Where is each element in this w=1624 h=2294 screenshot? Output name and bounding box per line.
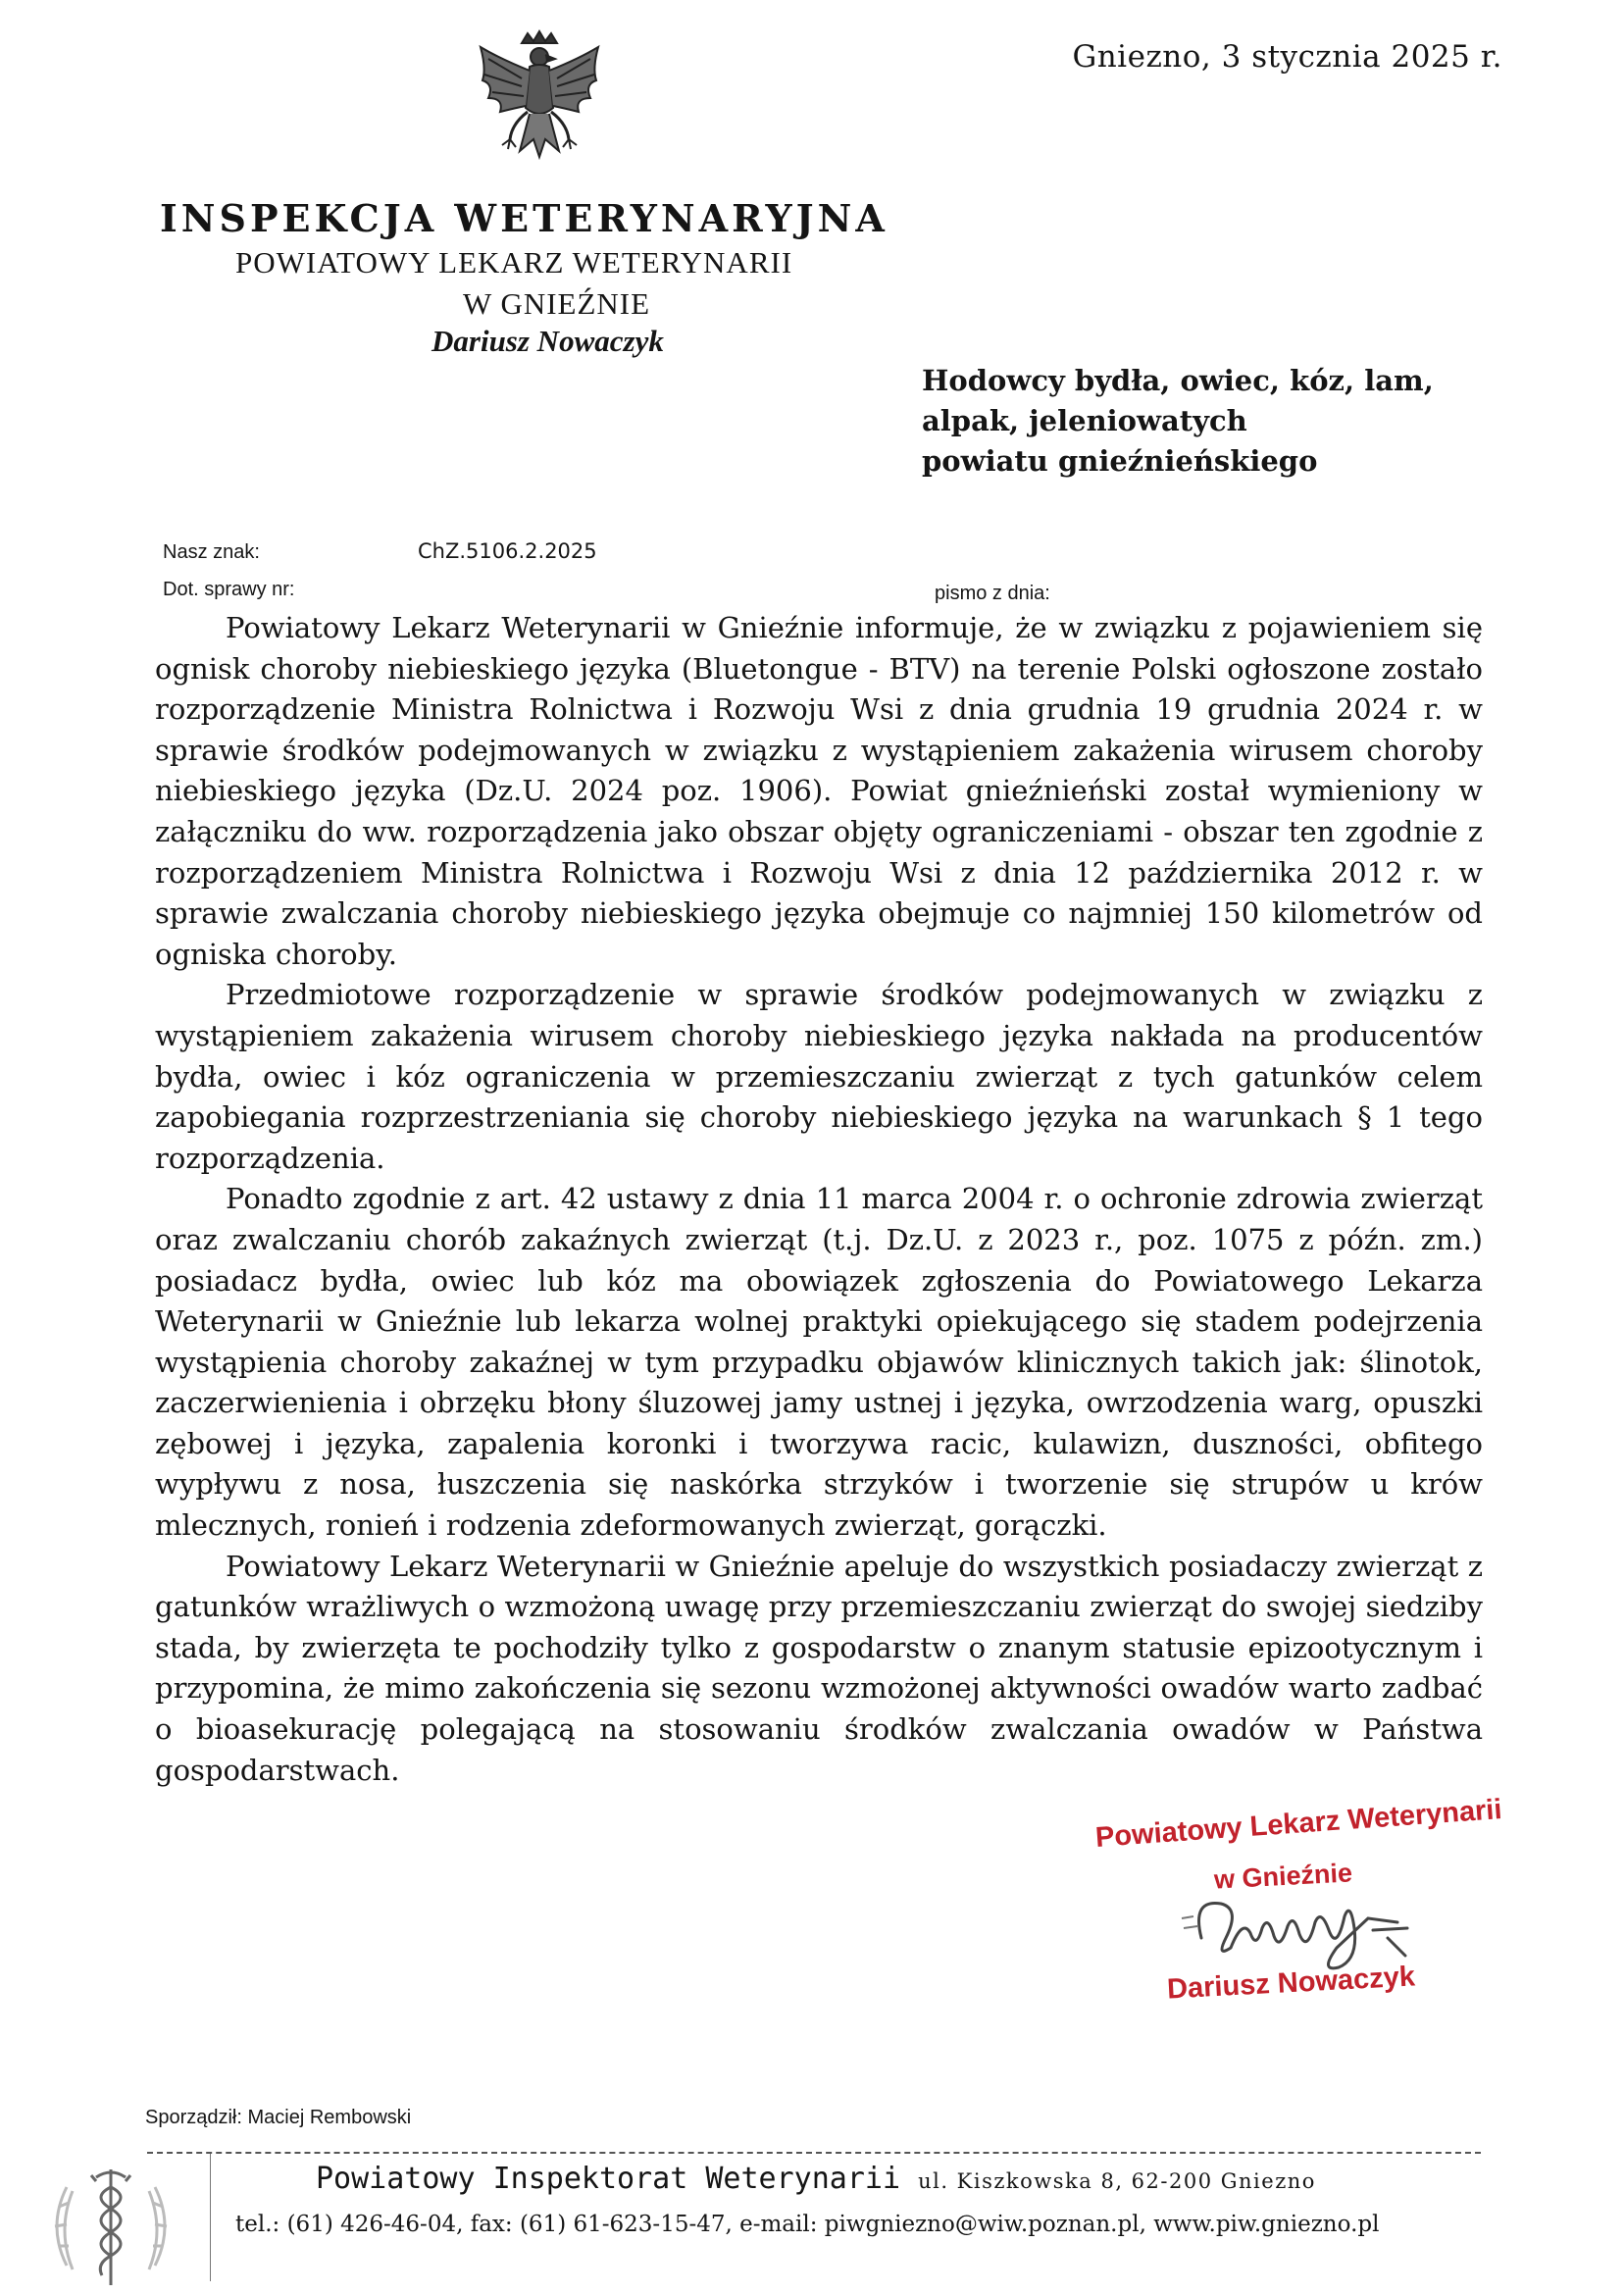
stamp-line: Powiatowy Lekarz Weterynarii xyxy=(1094,1794,1503,1854)
caduceus-logo-icon xyxy=(37,2148,184,2290)
letter-body xyxy=(155,608,1483,1791)
organization-title: INSPEKCJA WETERYNARYJNA xyxy=(160,196,888,240)
organization-subtitle-line1: POWIATOWY LEKARZ WETERYNARII xyxy=(235,245,793,280)
footer-address: ul. Kiszkowska 8, 62-200 Gniezno xyxy=(918,2169,1316,2193)
footer-institution-line xyxy=(316,2162,1316,2196)
stamp-line: Dariusz Nowaczyk xyxy=(1166,1961,1416,2006)
footer-divider xyxy=(147,2152,1481,2154)
place-and-date: Gniezno, 3 stycznia 2025 r. xyxy=(1072,39,1502,75)
footer-vertical-divider xyxy=(210,2154,211,2281)
organization-officer-name: Dariusz Nowaczyk xyxy=(431,324,664,358)
reference-label: Nasz znak: xyxy=(163,541,260,563)
prepared-by: Sporządził: Maciej Rembowski xyxy=(145,2107,412,2128)
polish-eagle-emblem-icon xyxy=(461,29,618,186)
body-paragraph: Ponadto zgodnie z art. 42 ustawy z dnia 11 marca 2004 r. o ochronie zdrowia zwierząt oraz zwalczaniu chorób zakaźnych zwierząt (t.j. Dz.U. z 2023 r., poz. 1075 z późn. zm.) posiadacz bydła, owiec lub kóz ma obowiązek zgłoszenia do Powiatowego Lekarza Weterynarii w Gnieźnie lub lekarza wolnej praktyki opiekującego się stadem podejrzenia wystąpienia choroby zakaźnej w tym przypadku objawów klinicznych takich jak: ślinotok, zaczerwienienia i obrzęku błony śluzowej jamy ustnej i języka, owrzodzenia warg, opuszki zębowej i języka, zapalenia koronki i tworzywa racic, kulawizn, duszności, obfitego wypływu z nosa, łuszczenia się naskórka strzyków i tworzenie się strupów u krów mlecznych, ronień i rodzenia zdeformowanych zwierząt, gorączki. xyxy=(155,1182,1483,1543)
organization-subtitle-line2: W GNIEŹNIE xyxy=(463,286,651,321)
body-paragraph: Przedmiotowe rozporządzenie w sprawie środków podejmowanych w związku z wystąpieniem zakażenia wirusem choroby niebieskiego języka nakłada na producentów bydła, owiec i kóz ograniczenia w przemieszczaniu zwierząt z tych gatunków celem zapobiegania rozprzestrzeniania się choroby niebieskiego języka na warunkach § 1 tego rozporządzenia. xyxy=(155,978,1483,1175)
stamp-line: w Gnieźnie xyxy=(1213,1858,1353,1895)
official-stamp xyxy=(1079,1794,1503,2018)
reference-number: ChZ.5106.2.2025 xyxy=(418,539,597,563)
recipient-block xyxy=(922,361,1434,482)
footer-contact: tel.: (61) 426-46-04, fax: (61) 61-623-15-47, e-mail: piwgniezno@wiw.poznan.pl, www.piw.gniezno.pl xyxy=(235,2212,1380,2237)
handwritten-signature xyxy=(1172,1879,1437,1972)
letter-date-label: pismo z dnia: xyxy=(935,583,1050,604)
footer-institution-name: Powiatowy Inspektorat Weterynarii xyxy=(316,2162,901,2196)
case-number-label: Dot. sprawy nr: xyxy=(163,579,295,600)
recipient-line: Hodowcy bydła, owiec, kóz, lam, xyxy=(922,364,1434,397)
body-paragraph: Powiatowy Lekarz Weterynarii w Gnieźnie apeluje do wszystkich posiadaczy zwierząt z gatunków wrażliwych o wzmożoną uwagę przy przemieszczaniu zwierząt do swojej siedziby stada, by zwierzęta te pochodziły tylko z gospodarstw o znanym statusie epizootycznym i przypomina, że mimo zakończenia się sezonu wzmożonej aktywności owadów warto zadbać o bioasekurację polegającą na stosowaniu środków zwalczania owadów w Państwa gospodarstwach. xyxy=(155,1549,1483,1787)
body-paragraph: Powiatowy Lekarz Weterynarii w Gnieźnie informuje, że w związku z pojawieniem się ognisk choroby niebieskiego języka (Bluetongue - BTV) na terenie Polski ogłoszone zostało rozporządzenie Ministra Rolnictwa i Rozwoju Wsi z dnia grudnia 19 grudnia 2024 r. w sprawie środków podejmowanych w związku z wystąpieniem zakażenia wirusem choroby niebieskiego języka (Dz.U. 2024 poz. 1906). Powiat gnieźnieński został wymieniony w załączniku do ww. rozporządzenia jako obszar objęty ograniczeniami - obszar ten zgodnie z rozporządzeniem Ministra Rolnictwa i Rozwoju Wsi z dnia 12 października 2012 r. w sprawie zwalczania choroby niebieskiego języka obejmuje co najmniej 150 kilometrów od ogniska choroby. xyxy=(155,611,1483,971)
recipient-line: alpak, jeleniowatych xyxy=(922,404,1247,437)
recipient-line: powiatu gnieźnieńskiego xyxy=(922,444,1318,478)
